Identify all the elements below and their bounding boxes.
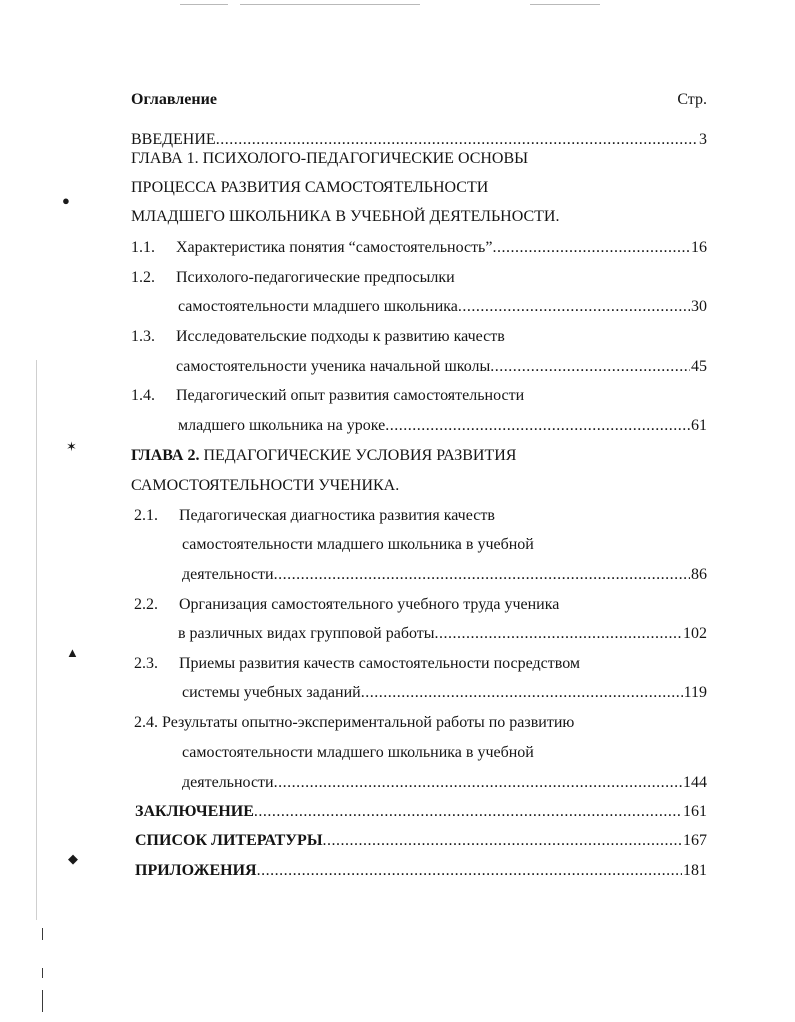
entry-page: 16: [691, 239, 707, 256]
scan-edge-line: [240, 4, 420, 5]
toc-entry-2-1-cont: [131, 532, 707, 558]
entry-text: деятельности: [182, 566, 274, 583]
entry-text: ВВЕДЕНИЕ: [131, 131, 216, 148]
scan-speck: ◆: [68, 851, 78, 866]
toc-entry-2-2[interactable]: [131, 592, 707, 618]
chapter-text: ГЛАВА 1. ПСИХОЛОГО-ПЕДАГОГИЧЕСКИЕ ОСНОВЫ: [131, 150, 529, 167]
toc-entry-1-4[interactable]: [131, 383, 707, 409]
chapter-1-heading[interactable]: [131, 146, 707, 172]
toc-entry-1-3[interactable]: [131, 324, 707, 350]
leader-dots: [254, 799, 682, 825]
chapter-text: САМОСТОЯТЕЛЬНОСТИ УЧЕНИКА.: [131, 477, 400, 494]
section-number: 1.2.: [131, 269, 155, 286]
scan-edge-line: [530, 4, 600, 5]
chapter-2-heading-cont: [131, 473, 707, 499]
entry-text: Организация самостоятельного учебного труда ученика: [179, 596, 560, 613]
entry-page: 30: [691, 298, 707, 315]
leader-dots: [458, 294, 690, 320]
scan-speck: ✶: [66, 439, 77, 454]
leader-dots: [274, 562, 690, 588]
leader-dots: [492, 235, 690, 261]
chapter-2-heading[interactable]: [131, 443, 707, 469]
leader-dots: [361, 680, 683, 706]
entry-text: самостоятельности младшего школьника: [178, 298, 458, 315]
entry-text: самостоятельности ученика начальной школы: [176, 358, 491, 375]
section-number: 2.4.: [134, 714, 158, 731]
leader-dots: [490, 354, 690, 380]
leader-dots: [385, 413, 690, 439]
entry-page: 45: [691, 358, 707, 375]
toc-entry-1-4-cont: [131, 413, 707, 439]
chapter-text: ПРОЦЕССА РАЗВИТИЯ САМОСТОЯТЕЛЬНОСТИ: [131, 179, 489, 196]
scan-margin-line: [42, 990, 43, 1012]
toc-entry-2-4-cont: [131, 770, 707, 796]
entry-text: Педагогический опыт развития самостоятельности: [176, 387, 525, 404]
entry-page: 119: [683, 684, 707, 701]
entry-text: Приемы развития качеств самостоятельности посредством: [179, 655, 581, 672]
leader-dots: [323, 828, 682, 854]
entry-page: 3: [699, 131, 707, 148]
entry-text: Результаты опытно-экспериментальной работы по развитию: [162, 714, 575, 731]
entry-page: 61: [691, 417, 707, 434]
leader-dots: [274, 770, 682, 796]
entry-text: Педагогическая диагностика развития качеств: [179, 507, 495, 524]
scan-margin-line: [42, 928, 43, 940]
entry-text: самостоятельности младшего школьника в учебной: [182, 744, 534, 761]
page-column-label: Стр.: [677, 91, 707, 108]
toc-entry-2-4[interactable]: [131, 710, 707, 736]
entry-page: 167: [683, 832, 707, 849]
chapter-text: МЛАДШЕГО ШКОЛЬНИКА В УЧЕБНОЙ ДЕЯТЕЛЬНОСТИ.: [131, 208, 560, 225]
entry-text: ПРИЛОЖЕНИЯ: [135, 862, 257, 879]
entry-page: 86: [691, 566, 707, 583]
toc-entry-references[interactable]: [131, 828, 707, 854]
scan-speck: ●: [62, 193, 70, 208]
toc-entry-1-2[interactable]: [131, 265, 707, 291]
section-number: 1.1.: [131, 239, 155, 256]
toc-entry-2-2-cont: [131, 621, 707, 647]
toc-entry-appendix[interactable]: [131, 858, 707, 884]
scan-margin-line: [42, 968, 43, 978]
entry-text: Психолого-педагогические предпосылки: [176, 269, 455, 286]
leader-dots: [257, 858, 682, 884]
toc-entry-2-3[interactable]: [131, 651, 707, 677]
toc-entry-2-3-cont: [131, 680, 707, 706]
toc-entry-1-1[interactable]: [131, 235, 707, 261]
toc-entry-1-3-cont: [131, 354, 707, 380]
scan-edge-line: [180, 4, 228, 5]
entry-page: 102: [683, 625, 707, 642]
leader-dots: [435, 621, 683, 647]
toc-entry-1-2-cont: [131, 294, 707, 320]
section-number: 1.4.: [131, 387, 155, 404]
entry-text: ЗАКЛЮЧЕНИЕ: [135, 803, 254, 820]
entry-page: 144: [683, 774, 707, 791]
entry-text: самостоятельности младшего школьника в учебной: [182, 536, 534, 553]
entry-text: СПИСОК ЛИТЕРАТУРЫ: [135, 832, 323, 849]
entry-text: в различных видах групповой работы: [178, 625, 435, 642]
entry-page: 181: [683, 862, 707, 879]
scan-margin-line: [36, 360, 37, 920]
toc-header: [131, 88, 707, 112]
section-number: 2.2.: [134, 596, 158, 613]
section-number: 2.1.: [134, 507, 158, 524]
section-number: 1.3.: [131, 328, 155, 345]
toc-entry-2-1-cont: [131, 562, 707, 588]
entry-page: 161: [683, 803, 707, 820]
scan-speck: ▲: [66, 645, 79, 660]
entry-text: системы учебных заданий: [182, 684, 361, 701]
entry-text: младшего школьника на уроке: [178, 417, 386, 434]
chapter-1-heading-cont: [131, 175, 707, 201]
entry-text: деятельности: [182, 774, 274, 791]
entry-text: Характеристика понятия “самостоятельность”: [176, 239, 493, 256]
toc-entry-conclusion[interactable]: [131, 799, 707, 825]
chapter-text: ПЕДАГОГИЧЕСКИЕ УСЛОВИЯ РАЗВИТИЯ: [203, 447, 517, 464]
toc-title: Оглавление: [131, 91, 217, 108]
chapter-1-heading-cont: [131, 204, 707, 230]
toc-entry-2-4-cont: [131, 740, 707, 766]
toc-entry-2-1[interactable]: [131, 503, 707, 529]
section-number: 2.3.: [134, 655, 158, 672]
entry-text: Исследовательские подходы к развитию качеств: [176, 328, 505, 345]
chapter-label: ГЛАВА 2.: [131, 447, 200, 464]
